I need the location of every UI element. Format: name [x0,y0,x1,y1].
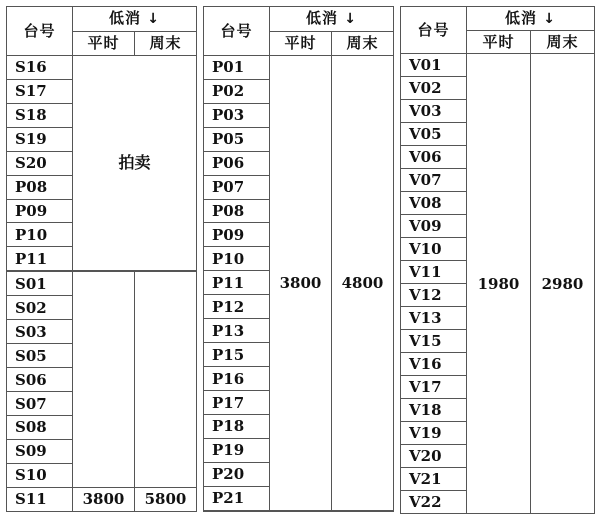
unit-cell: V09 [401,215,467,238]
unit-cell: P20 [204,462,270,486]
unit-cell: V19 [401,422,467,445]
unit-cell: S11 [7,487,73,511]
down-arrow-icon: ↓ [543,11,556,27]
blank-row [204,510,394,511]
min-spend-label: 低消 [505,9,538,27]
unit-cell: P15 [204,343,270,367]
table-p-series [203,6,394,512]
min-spend-header [73,7,197,32]
unit-cell: S19 [7,127,73,151]
table-row [7,55,197,79]
unit-cell: V16 [401,353,467,376]
table-row [7,487,197,511]
weekday-blank [73,272,135,487]
unit-cell: V05 [401,123,467,146]
unit-cell: P19 [204,438,270,462]
unit-cell: S05 [7,344,73,368]
weekend-price: 5800 [135,487,197,511]
unit-cell: P09 [204,223,270,247]
unit-cell: V18 [401,399,467,422]
unit-cell: P02 [204,79,270,103]
down-arrow-icon: ↓ [147,11,160,28]
table-row [401,54,595,77]
unit-cell: P13 [204,319,270,343]
header-row [7,7,197,32]
blank-cell [204,510,394,511]
weekend-blank [135,272,197,487]
unit-cell: S03 [7,320,73,344]
table-row [204,55,394,79]
unit-cell: P21 [204,486,270,510]
table-row [7,272,197,296]
unit-cell: P12 [204,295,270,319]
unit-cell: P16 [204,367,270,391]
weekend-price: 2980 [531,54,595,514]
unit-header: 台号 [401,7,467,54]
unit-cell: V13 [401,307,467,330]
unit-cell: S01 [7,272,73,296]
table-s-series [6,6,197,512]
weekday-header: 平时 [270,31,332,55]
down-arrow-icon: ↓ [344,11,357,28]
weekday-price: 3800 [73,487,135,511]
unit-header: 台号 [7,7,73,56]
header-row [401,7,595,31]
min-spend-label: 低消 [109,9,142,28]
unit-cell: S09 [7,439,73,463]
unit-cell: V20 [401,445,467,468]
unit-cell: S07 [7,392,73,416]
unit-cell: V15 [401,330,467,353]
auction-label: 拍卖 [73,55,197,270]
weekday-price: 1980 [467,54,531,514]
unit-cell: V11 [401,261,467,284]
table-v-series [400,6,595,514]
weekend-header: 周末 [332,31,394,55]
unit-cell: P03 [204,103,270,127]
unit-cell: V01 [401,54,467,77]
min-spend-header [270,7,394,32]
unit-cell: S08 [7,416,73,440]
unit-header: 台号 [204,7,270,56]
unit-cell: S06 [7,368,73,392]
weekday-price: 3800 [270,55,332,510]
unit-cell: V08 [401,192,467,215]
min-spend-label: 低消 [306,9,339,28]
unit-cell: P08 [7,175,73,199]
weekend-header: 周末 [135,31,197,55]
unit-cell: S20 [7,151,73,175]
unit-cell: S16 [7,55,73,79]
header-row [204,7,394,32]
unit-cell: V12 [401,284,467,307]
unit-cell: P06 [204,151,270,175]
weekday-header: 平时 [73,31,135,55]
unit-cell: P10 [204,247,270,271]
unit-cell: P08 [204,199,270,223]
unit-cell: V02 [401,77,467,100]
unit-cell: P11 [7,247,73,271]
unit-cell: S02 [7,296,73,320]
unit-cell: S18 [7,103,73,127]
unit-cell: S17 [7,79,73,103]
min-spend-header [467,7,595,31]
unit-cell: S10 [7,463,73,487]
unit-cell: P11 [204,271,270,295]
unit-cell: V07 [401,169,467,192]
weekend-price: 4800 [332,55,394,510]
unit-cell: V06 [401,146,467,169]
unit-cell: P07 [204,175,270,199]
unit-cell: V03 [401,100,467,123]
unit-cell: P18 [204,414,270,438]
weekday-header: 平时 [467,31,531,54]
unit-cell: P09 [7,199,73,223]
unit-cell: V21 [401,468,467,491]
unit-cell: V17 [401,376,467,399]
unit-cell: P05 [204,127,270,151]
unit-cell: V10 [401,238,467,261]
unit-cell: P10 [7,223,73,247]
unit-cell: V22 [401,491,467,514]
weekend-header: 周末 [531,31,595,54]
unit-cell: P01 [204,55,270,79]
unit-cell: P17 [204,391,270,415]
